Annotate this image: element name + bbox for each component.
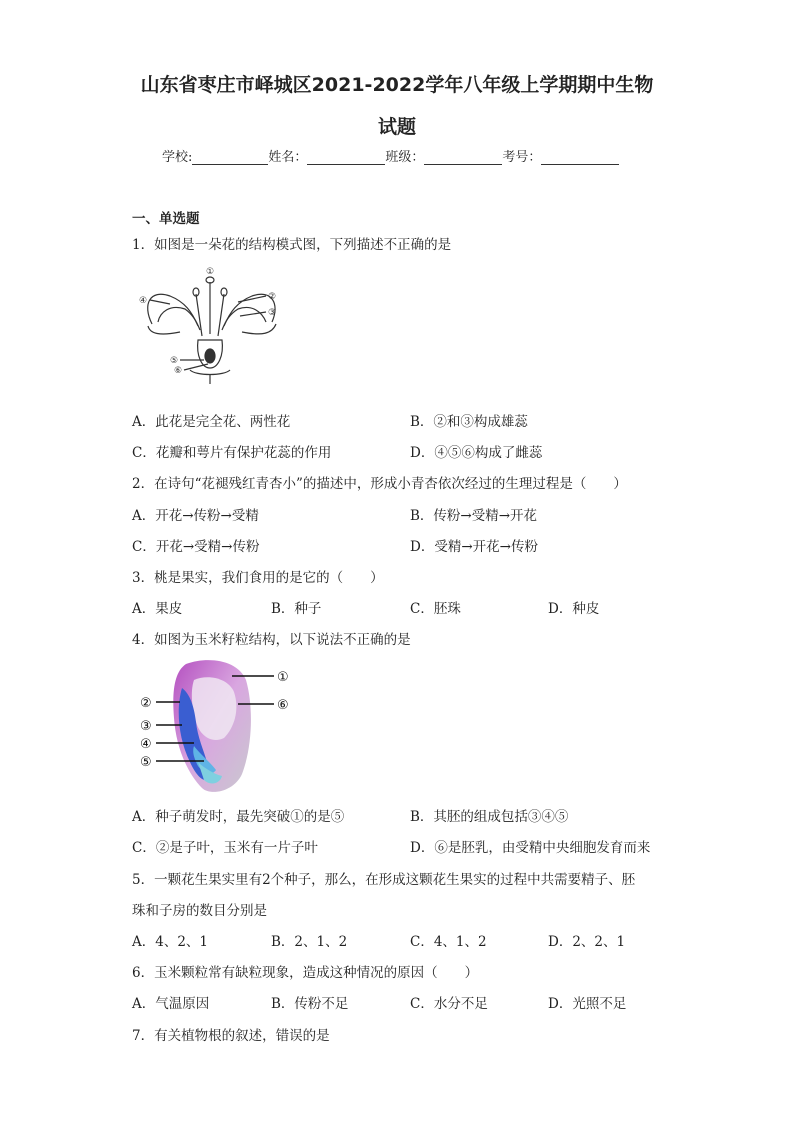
kernel-label-3: ③ xyxy=(140,719,152,734)
left-petal-inner xyxy=(158,307,200,330)
leader-line-2 xyxy=(238,296,266,302)
flower-structure-figure xyxy=(130,264,290,384)
flower-label-6: ⑥ xyxy=(174,366,183,376)
id-blank[interactable] xyxy=(541,150,619,165)
q1-option-d[interactable]: D．④⑤⑥构成了雌蕊 xyxy=(410,445,543,461)
q2-option-b[interactable]: B．传粉→受精→开花 xyxy=(410,508,538,524)
q1-option-a[interactable]: A．此花是完全花、两性花 xyxy=(132,414,291,430)
class-label: 班级： xyxy=(385,150,425,165)
q2-option-c[interactable]: C．开花→受精→传粉 xyxy=(132,539,260,555)
flower-label-5: ⑤ xyxy=(170,356,179,366)
ovule xyxy=(205,349,215,363)
question-5-stem-line1: 5．一颗花生果实里有2个种子，那么，在形成这颗花生果实的过程中共需要精子、胚 xyxy=(132,872,636,888)
q2-option-a[interactable]: A．开花→传粉→受精 xyxy=(132,508,259,524)
q5-option-d[interactable]: D．2、2、1 xyxy=(548,934,626,950)
school-label: 学校: xyxy=(162,150,193,165)
question-7-stem: 7．有关植物根的叙述，错误的是 xyxy=(132,1028,330,1044)
student-info-row xyxy=(162,146,619,165)
q3-option-b[interactable]: B．种子 xyxy=(271,601,322,617)
q5-option-c[interactable]: C．4、1、2 xyxy=(410,934,487,950)
q3-option-a[interactable]: A．果皮 xyxy=(132,601,183,617)
section-heading: 一、单选题 xyxy=(132,211,200,227)
leader-line-6 xyxy=(184,364,208,370)
left-filament xyxy=(196,294,202,336)
left-sepal xyxy=(148,326,180,334)
question-1-stem: 1．如图是一朵花的结构模式图，下列描述不正确的是 xyxy=(132,237,452,253)
q6-option-b[interactable]: B．传粉不足 xyxy=(271,996,349,1012)
q3-option-d[interactable]: D．种皮 xyxy=(548,601,600,617)
q4-option-a[interactable]: A．种子萌发时，最先突破①的是⑤ xyxy=(132,809,345,825)
flower-label-2: ② xyxy=(268,292,277,302)
leader-line-4 xyxy=(150,300,170,304)
right-petal-inner xyxy=(222,307,266,330)
question-6-stem: 6．玉米颗粒常有缺粒现象，造成这种情况的原因（ ） xyxy=(132,965,479,981)
q2-option-d[interactable]: D．受精→开花→传粉 xyxy=(410,539,538,555)
kernel-label-4: ④ xyxy=(140,737,152,752)
q4-option-b[interactable]: B．其胚的组成包括③④⑤ xyxy=(410,809,569,825)
q3-option-c[interactable]: C．胚珠 xyxy=(410,601,461,617)
school-blank[interactable] xyxy=(192,150,268,165)
name-blank[interactable] xyxy=(307,150,385,165)
q1-option-b[interactable]: B．②和③构成雄蕊 xyxy=(410,414,528,430)
q5-option-b[interactable]: B．2、1、2 xyxy=(271,934,348,950)
q4-option-d[interactable]: D．⑥是胚乳，由受精中央细胞发育而来 xyxy=(410,840,651,856)
left-petal-outer xyxy=(148,294,198,326)
q6-option-c[interactable]: C．水分不足 xyxy=(410,996,488,1012)
q4-option-c[interactable]: C．②是子叶，玉米有一片子叶 xyxy=(132,840,318,856)
name-label: 姓名： xyxy=(268,150,308,165)
q6-option-d[interactable]: D．光照不足 xyxy=(548,996,627,1012)
right-sepal xyxy=(242,324,276,334)
question-2-stem: 2．在诗句“花褪残红青杏小”的描述中，形成小青杏依次经过的生理过程是（ ） xyxy=(132,476,627,492)
flower-label-1: ① xyxy=(206,267,215,277)
q6-option-a[interactable]: A．气温原因 xyxy=(132,996,210,1012)
receptacle xyxy=(190,370,230,375)
exam-title-line1: 山东省枣庄市峄城区2021-2022学年八年级上学期期中生物 xyxy=(140,74,654,96)
right-filament xyxy=(218,294,224,336)
kernel-label-1: ① xyxy=(277,670,289,685)
flower-label-4: ④ xyxy=(139,296,148,306)
question-3-stem: 3．桃是果实，我们食用的是它的（ ） xyxy=(132,570,384,586)
q1-option-c[interactable]: C．花瓣和萼片有保护花蕊的作用 xyxy=(132,445,332,461)
kernel-label-5: ⑤ xyxy=(140,755,152,770)
question-5-stem-line2: 珠和子房的数目分别是 xyxy=(132,903,267,919)
kernel-label-6: ⑥ xyxy=(277,698,289,713)
corn-kernel-figure xyxy=(138,658,298,796)
id-label: 考号： xyxy=(502,150,542,165)
question-4-stem: 4．如图为玉米籽粒结构，以下说法不正确的是 xyxy=(132,632,411,648)
exam-title-line2: 试题 xyxy=(377,116,416,138)
flower-label-3: ③ xyxy=(268,308,277,318)
kernel-label-2: ② xyxy=(140,696,152,711)
class-blank[interactable] xyxy=(424,150,502,165)
flower-drawing xyxy=(148,277,276,384)
q5-option-a[interactable]: A．4、2、1 xyxy=(132,934,209,950)
